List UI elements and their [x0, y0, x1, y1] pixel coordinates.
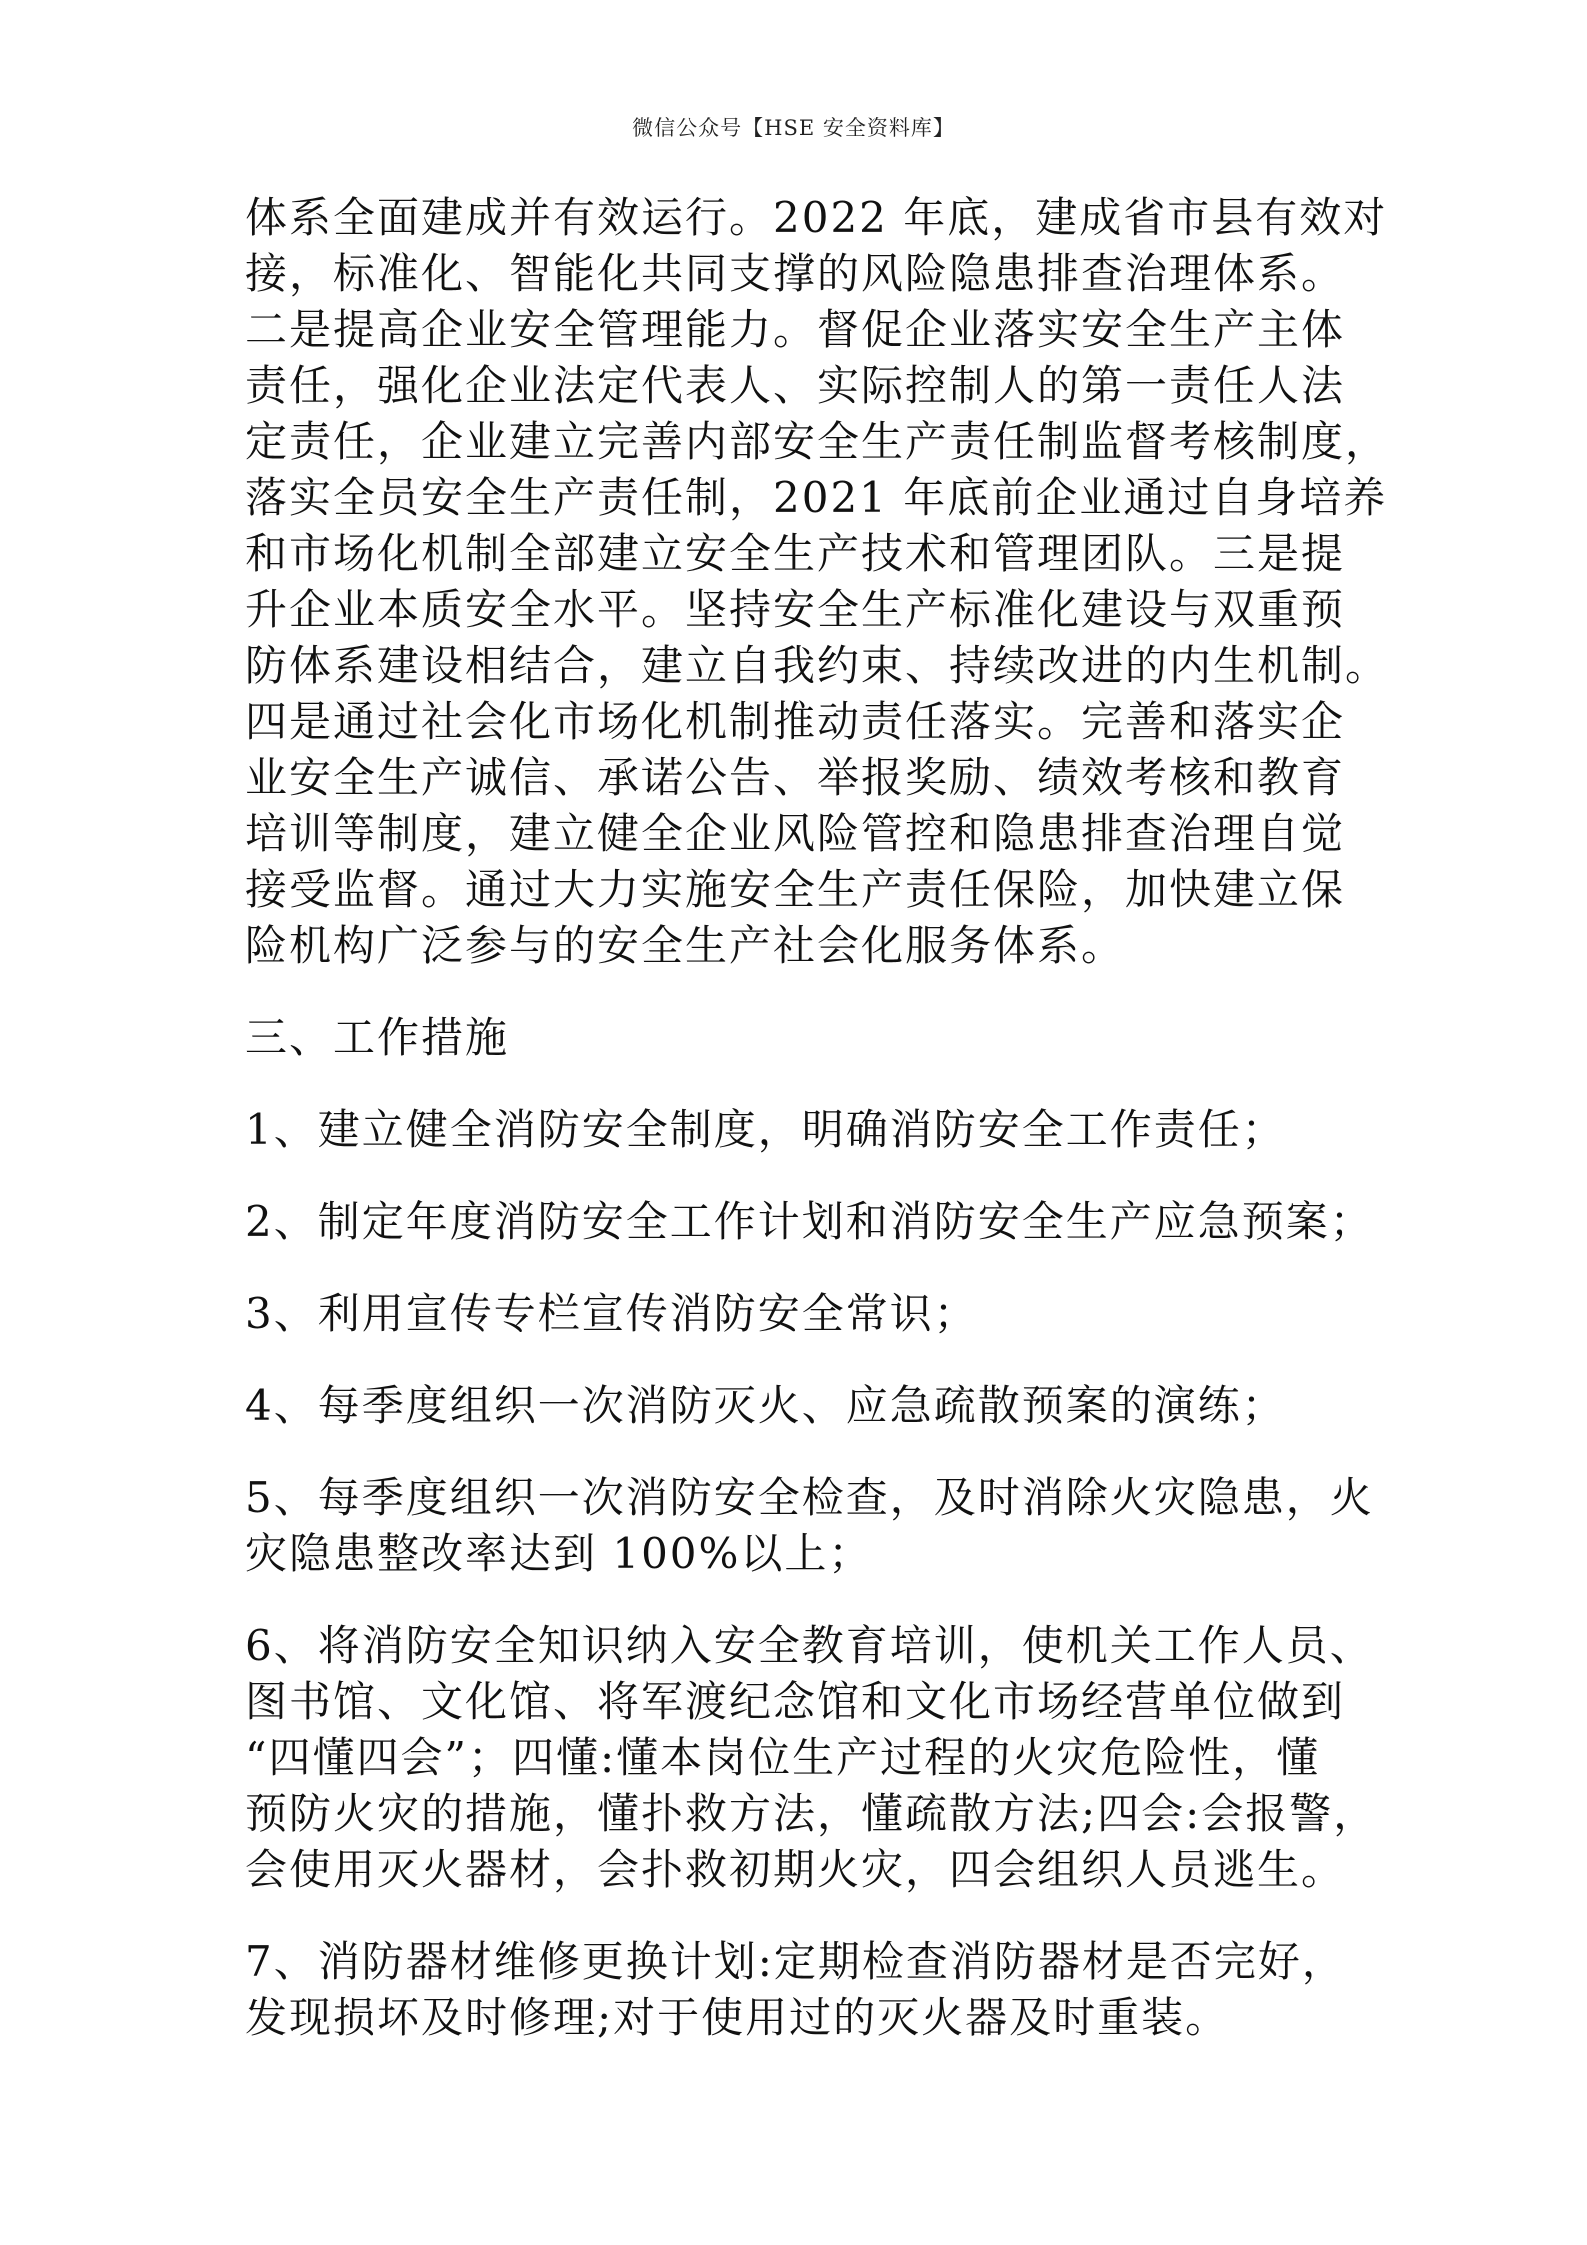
list-item-line: 发现损坏及时修理;对于使用过的灭火器及时重装。 — [245, 1993, 1230, 2042]
list-item-6 — [245, 1618, 1378, 1898]
list-item-line: 图书馆、文化馆、将军渡纪念馆和文化市场经营单位做到 — [245, 1677, 1346, 1726]
intro-line: 落实全员安全生产责任制，2021 年底前企业通过自身培养 — [245, 473, 1388, 522]
intro-line: 险机构广泛参与的安全生产社会化服务体系。 — [245, 921, 1126, 970]
list-item-7 — [245, 1934, 1355, 2046]
list-item-1 — [245, 1102, 1355, 1158]
intro-line: 接，标准化、智能化共同支撑的风险隐患排查治理体系。 — [245, 249, 1346, 298]
intro-paragraph — [245, 190, 1390, 974]
intro-line: 接受监督。通过大力实施安全生产责任保险，加快建立保 — [245, 865, 1346, 914]
intro-line: 责任，强化企业法定代表人、实际控制人的第一责任人法 — [245, 361, 1346, 410]
list-item-line: 4、每季度组织一次消防灭火、应急疏散预案的演练； — [245, 1381, 1286, 1430]
intro-line: 升企业本质安全水平。坚持安全生产标准化建设与双重预 — [245, 585, 1346, 634]
intro-line: 二是提高企业安全管理能力。督促企业落实安全生产主体 — [245, 305, 1346, 354]
list-item-line: 7、消防器材维修更换计划:定期检查消防器材是否完好， — [245, 1937, 1346, 1986]
list-item-5 — [245, 1470, 1374, 1582]
intro-line: 四是通过社会化市场化机制推动责任落实。完善和落实企 — [245, 697, 1346, 746]
list-item-2 — [245, 1194, 1374, 1250]
list-item-line: “四懂四会”；四懂:懂本岗位生产过程的火灾危险性，懂 — [245, 1733, 1321, 1782]
intro-line: 培训等制度，建立健全企业风险管控和隐患排查治理自觉 — [245, 809, 1346, 858]
intro-line: 防体系建设相结合，建立自我约束、持续改进的内生机制。 — [245, 641, 1390, 690]
page-header: 微信公众号【HSE 安全资料库】 — [632, 116, 955, 140]
list-item-3 — [245, 1286, 1355, 1342]
list-item-line: 2、制定年度消防安全工作计划和消防安全生产应急预案； — [245, 1197, 1374, 1246]
list-item-line: 3、利用宣传专栏宣传消防安全常识； — [245, 1289, 978, 1338]
document-body — [245, 190, 1390, 2046]
intro-line: 定责任，企业建立完善内部安全生产责任制监督考核制度， — [245, 417, 1390, 466]
intro-line: 和市场化机制全部建立安全生产技术和管理团队。三是提 — [245, 529, 1346, 578]
list-item-4 — [245, 1378, 1355, 1434]
intro-line: 业安全生产诚信、承诺公告、举报奖励、绩效考核和教育 — [245, 753, 1346, 802]
list-item-line: 会使用灭火器材，会扑救初期火灾，四会组织人员逃生。 — [245, 1845, 1346, 1894]
list-item-line: 1、建立健全消防安全制度，明确消防安全工作责任； — [245, 1105, 1286, 1154]
list-item-line: 5、每季度组织一次消防安全检查，及时消除火灾隐患，火 — [245, 1473, 1374, 1522]
list-item-line: 灾隐患整改率达到 100%以上； — [245, 1529, 873, 1578]
section-heading: 三、工作措施 — [245, 1013, 510, 1062]
list-item-line: 6、将消防安全知识纳入安全教育培训，使机关工作人员、 — [245, 1621, 1374, 1670]
list-item-line: 预防火灾的措施，懂扑救方法，懂疏散方法;四会:会报警， — [245, 1789, 1378, 1838]
intro-line: 体系全面建成并有效运行。2022 年底，建成省市县有效对 — [245, 193, 1388, 242]
